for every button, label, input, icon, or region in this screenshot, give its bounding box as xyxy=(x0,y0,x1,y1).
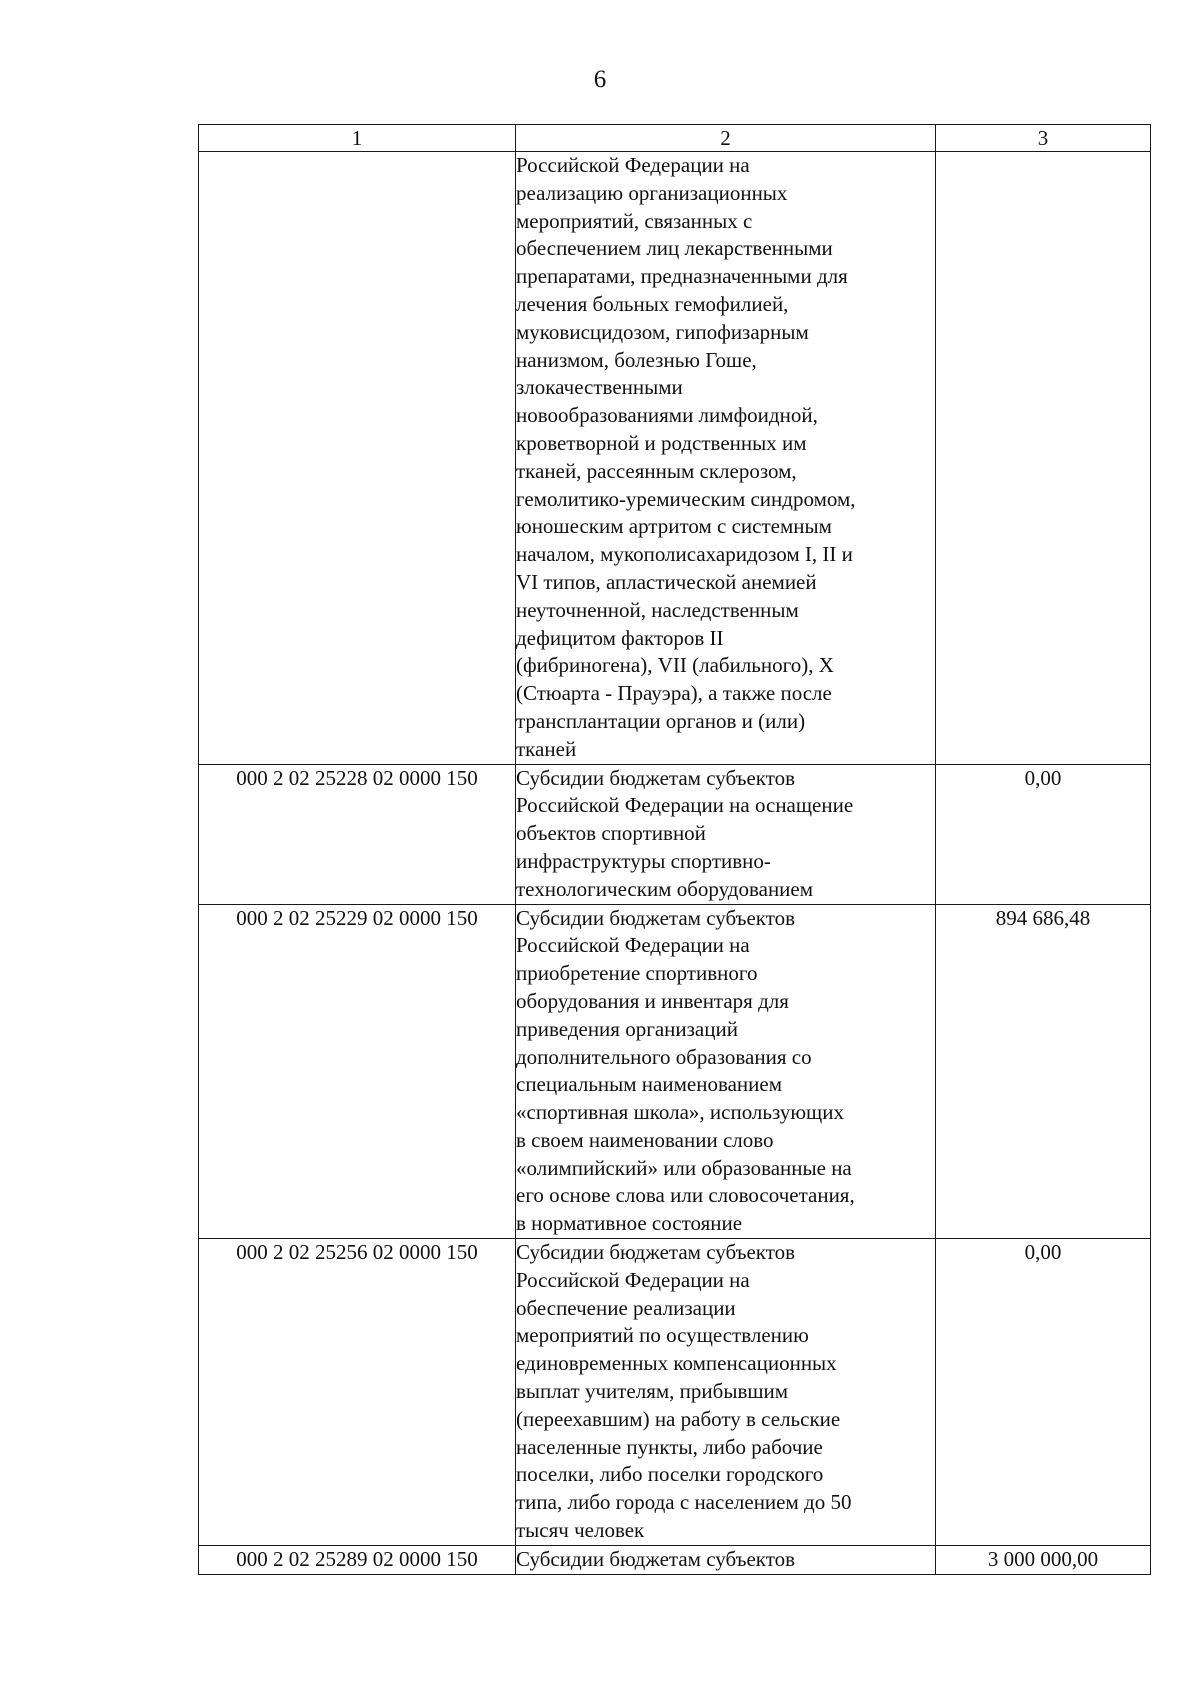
description-cell xyxy=(516,1239,936,1546)
amount-cell: 894 686,48 xyxy=(936,904,1151,1239)
description-line: дополнительного образования со xyxy=(516,1044,812,1069)
description-line: выплат учителям, прибывшим xyxy=(516,1379,789,1404)
description-line: юношеским артритом с системным xyxy=(516,514,832,539)
description-line: специальным наименованием xyxy=(516,1072,782,1097)
description-line: новообразованиями лимфоидной, xyxy=(516,403,818,428)
table-row xyxy=(199,904,1151,1239)
column-header-2: 2 xyxy=(516,125,936,152)
description-line: «олимпийский» или образованные на xyxy=(516,1155,852,1180)
description-line: инфраструктуры спортивно- xyxy=(516,848,771,873)
amount-cell: 0,00 xyxy=(936,1239,1151,1546)
revenue-code-cell: 000 2 02 25289 02 0000 150 xyxy=(199,1545,516,1574)
description-line: в своем наименовании слово xyxy=(516,1127,774,1152)
description-line: препаратами, предназначенными для xyxy=(516,264,848,289)
description-line: реализацию организационных xyxy=(516,180,788,205)
description-line: Российской Федерации на xyxy=(516,1267,750,1292)
column-header-1: 1 xyxy=(199,125,516,152)
description-line: Субсидии бюджетам субъектов xyxy=(516,1546,796,1571)
table-row xyxy=(199,1545,1151,1574)
description-cell xyxy=(516,152,936,765)
description-line: трансплантации органов и (или) xyxy=(516,708,806,733)
amount-cell: 3 000 000,00 xyxy=(936,1545,1151,1574)
description-line: типа, либо города с населением до 50 xyxy=(516,1490,852,1515)
description-line: тысяч человек xyxy=(516,1518,645,1543)
description-line: Российской Федерации на оснащение xyxy=(516,793,854,818)
table-header-row xyxy=(199,125,1151,152)
revenue-code-cell: 000 2 02 25228 02 0000 150 xyxy=(199,764,516,904)
description-line: злокачественными xyxy=(516,375,683,400)
description-line: поселки, либо поселки городского xyxy=(516,1462,824,1487)
description-line: Субсидии бюджетам субъектов xyxy=(516,905,796,930)
description-line: Российской Федерации на xyxy=(516,933,750,958)
description-line: Субсидии бюджетам субъектов xyxy=(516,1240,796,1265)
description-line: началом, мукополисахаридозом I, II и xyxy=(516,542,853,567)
description-line: (переехавшим) на работу в сельские xyxy=(516,1406,841,1431)
table-row xyxy=(199,764,1151,904)
description-cell xyxy=(516,904,936,1239)
description-line: тканей, рассеянным склерозом, xyxy=(516,458,797,483)
budget-revenue-table xyxy=(198,124,1151,1575)
description-line: лечения больных гемофилией, xyxy=(516,291,789,316)
description-line: Субсидии бюджетам субъектов xyxy=(516,765,796,790)
column-header-3: 3 xyxy=(936,125,1151,152)
description-line: «спортивная школа», использующих xyxy=(516,1100,844,1125)
revenue-code-cell: 000 2 02 25229 02 0000 150 xyxy=(199,904,516,1239)
description-line: единовременных компенсационных xyxy=(516,1351,837,1376)
description-line: обеспечением лиц лекарственными xyxy=(516,236,833,261)
description-line: приведения организаций xyxy=(516,1016,738,1041)
description-line: нанизмом, болезнью Гоше, xyxy=(516,347,757,372)
description-line: (Стюарта - Прауэра), а также после xyxy=(516,681,832,706)
table-row xyxy=(199,1239,1151,1546)
description-line: приобретение спортивного xyxy=(516,961,758,986)
description-line: в нормативное состояние xyxy=(516,1211,743,1236)
page-number: 6 xyxy=(593,66,607,93)
description-line: оборудования и инвентаря для xyxy=(516,988,789,1013)
description-line: кроветворной и родственных им xyxy=(516,430,807,455)
description-line: неуточненной, наследственным xyxy=(516,597,799,622)
description-line: мероприятий, связанных с xyxy=(516,208,753,233)
description-line: населенные пункты, либо рабочие xyxy=(516,1434,823,1459)
description-line: VI типов, апластической анемией xyxy=(516,569,817,594)
description-line: Российской Федерации на xyxy=(516,153,750,177)
description-line: его основе слова или словосочетания, xyxy=(516,1183,855,1208)
description-line: мероприятий по осуществлению xyxy=(516,1323,809,1348)
description-line: технологическим оборудованием xyxy=(516,876,814,901)
description-cell xyxy=(516,1545,936,1574)
table-row xyxy=(199,152,1151,765)
description-line: гемолитико-уремическим синдромом, xyxy=(516,486,856,511)
amount-cell: 0,00 xyxy=(936,764,1151,904)
description-line: объектов спортивной xyxy=(516,821,706,846)
revenue-code-cell xyxy=(199,152,516,765)
description-line: муковисцидозом, гипофизарным xyxy=(516,319,809,344)
description-line: обеспечение реализации xyxy=(516,1295,736,1320)
description-line: дефицитом факторов II xyxy=(516,625,724,650)
description-line: тканей xyxy=(516,736,577,761)
table-body xyxy=(199,152,1151,1575)
amount-cell xyxy=(936,152,1151,765)
description-cell xyxy=(516,764,936,904)
description-line: (фибриногена), VII (лабильного), X xyxy=(516,653,834,678)
revenue-code-cell: 000 2 02 25256 02 0000 150 xyxy=(199,1239,516,1546)
